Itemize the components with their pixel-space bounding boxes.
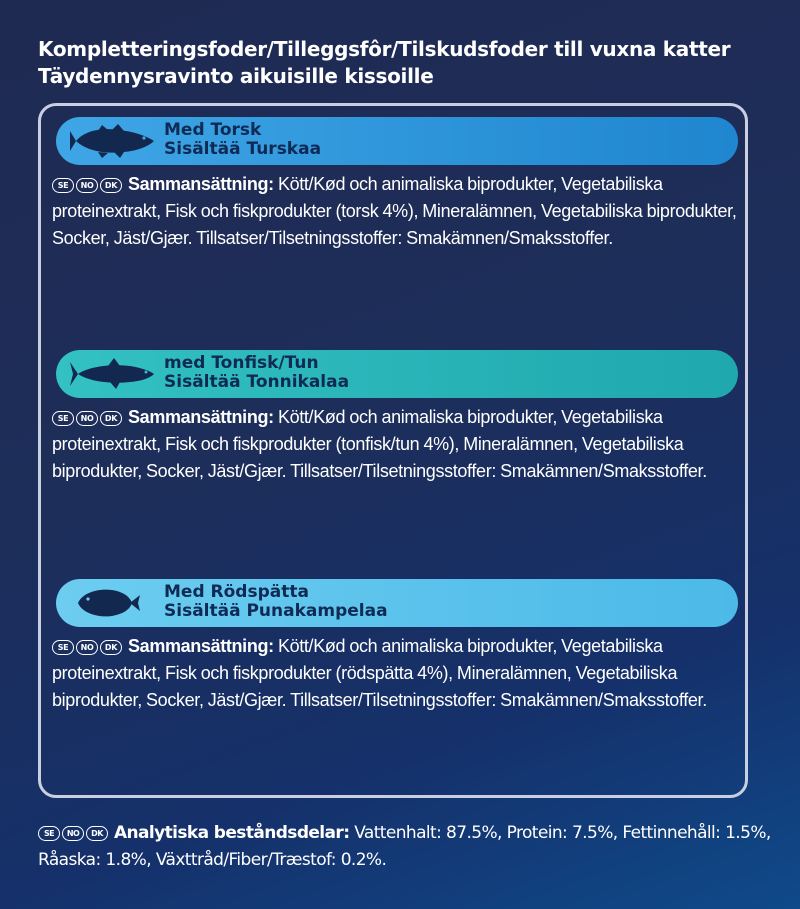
dk-badge: DK <box>100 178 122 193</box>
no-badge: NO <box>62 826 84 841</box>
section-banner <box>56 579 738 627</box>
plaice-icon <box>68 585 158 621</box>
dk-badge: DK <box>100 411 122 426</box>
composition-value: Kött/Kød och animaliska biprodukter, Vegetabiliska proteinextrakt, Fisk och fiskprodukter (rödspätta 4%), Mineralämnen, Vegetabiliska biprodukter, Socker, Jäst/Gjær. Tillsatser/Tilsetningsstoffer: Smakämnen/Smaksstoffer. <box>52 636 707 710</box>
section-banner <box>56 117 738 165</box>
section-banner <box>56 350 738 398</box>
country-codes <box>52 633 124 660</box>
composition-label: Sammansättning: <box>128 174 274 194</box>
se-badge: SE <box>38 826 60 841</box>
composition-text <box>52 404 742 485</box>
composition-value: Kött/Kød och animaliska biprodukter, Vegetabiliska proteinextrakt, Fisk och fiskprodukter (tonfisk/tun 4%), Mineralämnen, Vegetabiliska biprodukter, Socker, Jäst/Gjær. Tillsatser/Tilsetningsstoffer: Smakämnen/Smaksstoffer. <box>52 407 707 481</box>
section-title: Med Rödspätta <box>164 582 309 602</box>
section-subtitle: Sisältää Tonnikalaa <box>164 372 350 392</box>
section-tuna <box>52 350 742 485</box>
section-title: med Tonfisk/Tun <box>164 353 319 373</box>
cod-icon <box>68 123 158 159</box>
dk-badge: DK <box>86 826 108 841</box>
composition-text <box>52 171 742 252</box>
tuna-icon <box>68 356 158 392</box>
header-line-1: Kompletteringsfoder/Tilleggsfôr/Tilskudsfoder till vuxna katter <box>38 37 731 61</box>
section-title: Med Torsk <box>164 120 262 140</box>
section-subtitle: Sisältää Punakampelaa <box>164 601 388 621</box>
no-badge: NO <box>76 411 98 426</box>
no-badge: NO <box>76 178 98 193</box>
composition-value: Kött/Kød och animaliska biprodukter, Vegetabiliska proteinextrakt, Fisk och fiskprodukter (torsk 4%), Mineralämnen, Vegetabiliska biprodukter, Socker, Jäst/Gjær. Tillsatser/Tilsetningsstoffer: Smakämnen/Smaksstoffer. <box>52 174 737 248</box>
no-badge: NO <box>76 640 98 655</box>
section-plaice <box>52 579 742 714</box>
country-codes <box>52 404 124 431</box>
header <box>38 36 730 90</box>
section-subtitle: Sisältää Turskaa <box>164 139 322 159</box>
analytical-constituents <box>38 820 778 874</box>
se-badge: SE <box>52 411 74 426</box>
se-badge: SE <box>52 178 74 193</box>
country-codes <box>38 820 110 847</box>
dk-badge: DK <box>100 640 122 655</box>
section-cod <box>52 117 742 252</box>
composition-label: Sammansättning: <box>128 636 274 656</box>
country-codes <box>52 171 124 198</box>
analytical-label: Analytiska beståndsdelar: <box>114 823 350 843</box>
header-line-2: Täydennysravinto aikuisille kissoille <box>38 64 434 88</box>
se-badge: SE <box>52 640 74 655</box>
composition-text <box>52 633 742 714</box>
analytical-value: Vattenhalt: 87.5%, Protein: 7.5%, Fettinnehåll: 1.5%, Råaska: 1.8%, Växttråd/Fiber/Træstof: 0.2%. <box>38 823 771 870</box>
composition-label: Sammansättning: <box>128 407 274 427</box>
